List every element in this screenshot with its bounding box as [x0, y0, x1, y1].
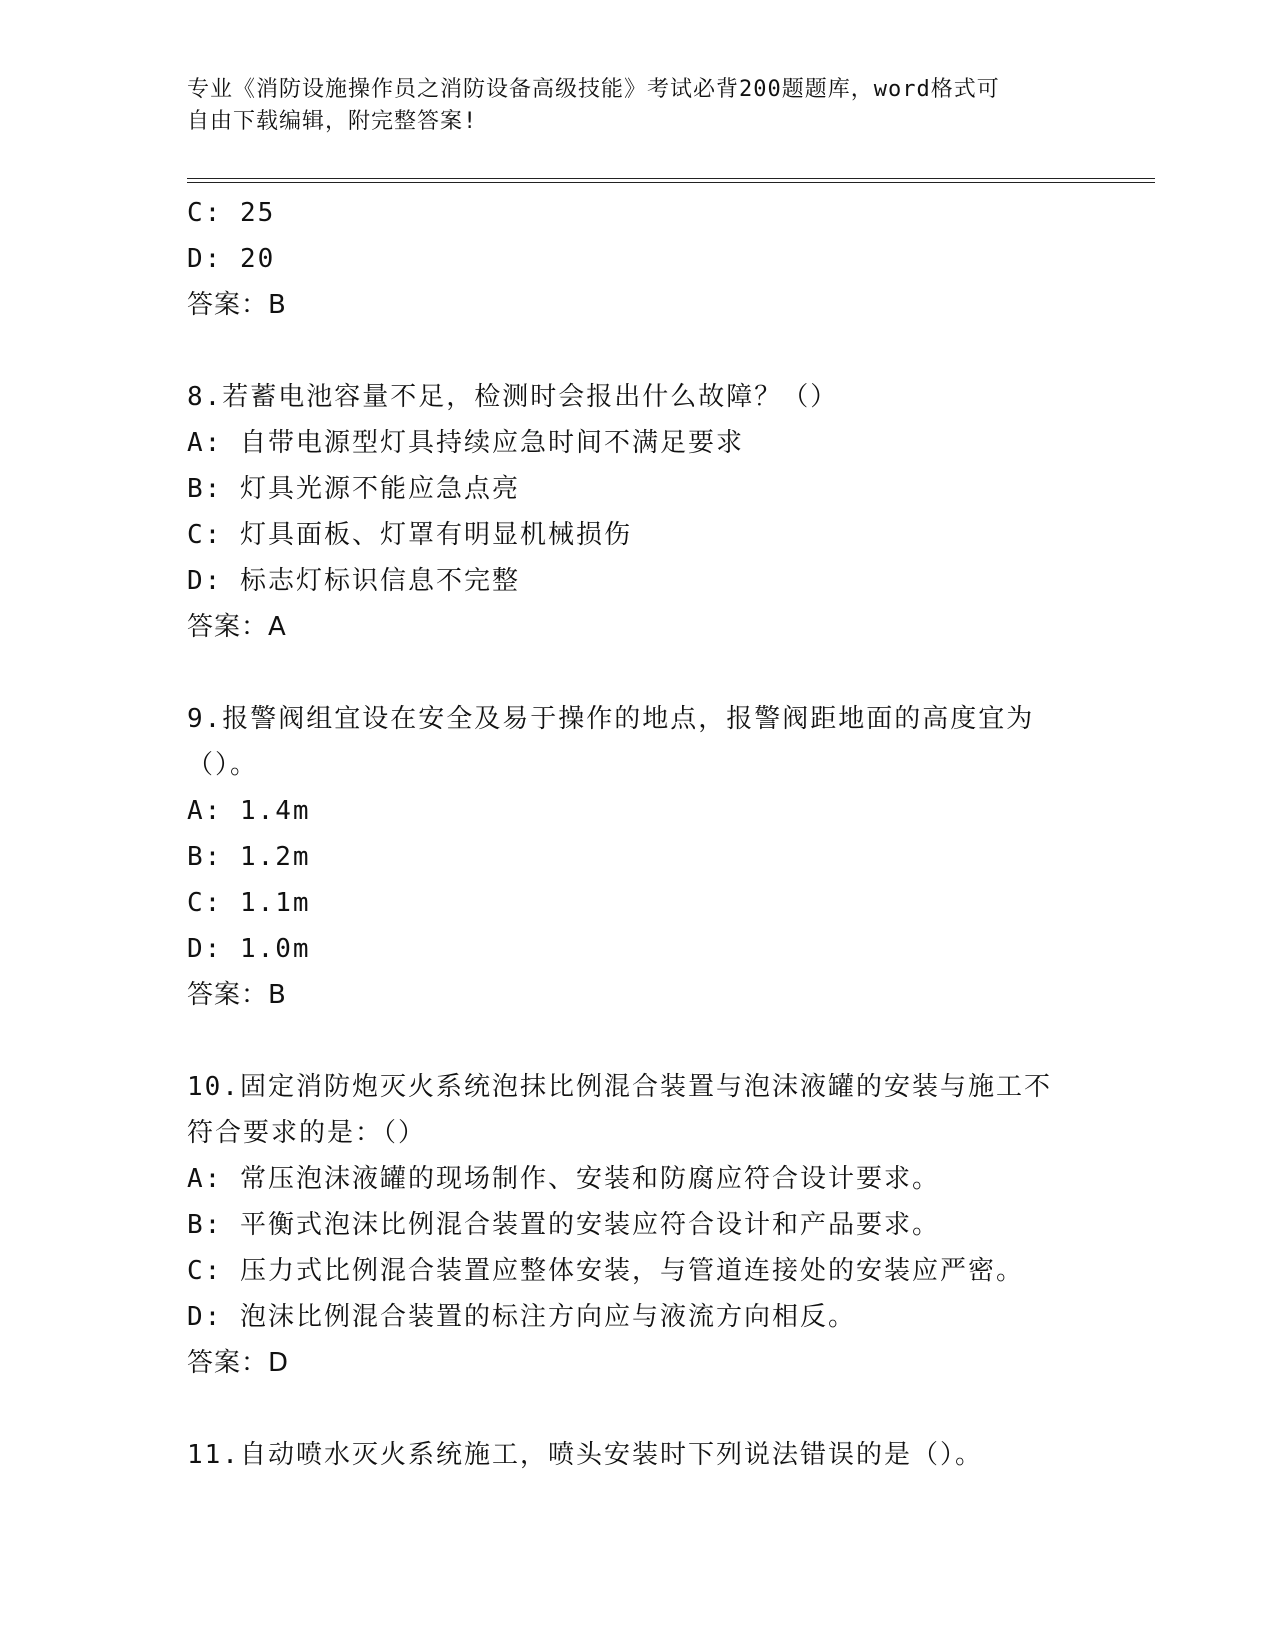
option-b: B: 平衡式泡沫比例混合装置的安装应符合设计和产品要求。 [187, 1210, 940, 1240]
answer-line: 答案：D [187, 1348, 290, 1378]
answer-line: 答案：A [187, 612, 287, 642]
option-a: A: 自带电源型灯具持续应急时间不满足要求 [187, 428, 744, 458]
option-d: D: 1.0m [187, 934, 311, 964]
question-text-line-1: 9.报警阀组宜设在安全及易于操作的地点，报警阀距地面的高度宜为 [187, 704, 1035, 734]
page-header [187, 74, 1087, 138]
option-b: B: 灯具光源不能应急点亮 [187, 474, 520, 504]
question-block-8 [187, 374, 1087, 650]
option-d: D: 20 [187, 244, 276, 274]
question-text-line-2: 符合要求的是：（） [187, 1118, 427, 1148]
question-block-10 [187, 1064, 1087, 1386]
option-c: C: 1.1m [187, 888, 311, 918]
option-d: D: 标志灯标识信息不完整 [187, 566, 520, 596]
option-d: D: 泡沫比例混合装置的标注方向应与液流方向相反。 [187, 1302, 856, 1332]
answer-line: 答案：B [187, 290, 287, 320]
document-body [187, 190, 1087, 1478]
question-text-line-2: （）。 [187, 750, 259, 780]
question-text: 11.自动喷水灭火系统施工，喷头安装时下列说法错误的是（）。 [187, 1440, 983, 1470]
header-divider-top [187, 178, 1155, 179]
answer-line: 答案：B [187, 980, 287, 1010]
option-a: A: 1.4m [187, 796, 311, 826]
header-line-1: 专业《消防设施操作员之消防设备高级技能》考试必背200题题库，word格式可 [187, 77, 1000, 102]
spacer [187, 1018, 1087, 1064]
question-block-11 [187, 1432, 1087, 1478]
question-block-7 [187, 190, 1087, 328]
spacer [187, 650, 1087, 696]
spacer [187, 1386, 1087, 1432]
option-c: C: 压力式比例混合装置应整体安装，与管道连接处的安装应严密。 [187, 1256, 1024, 1286]
option-c: C: 灯具面板、灯罩有明显机械损伤 [187, 520, 632, 550]
option-b: B: 1.2m [187, 842, 311, 872]
question-block-9 [187, 696, 1087, 1018]
option-a: A: 常压泡沫液罐的现场制作、安装和防腐应符合设计要求。 [187, 1164, 940, 1194]
option-c: C: 25 [187, 198, 276, 228]
header-line-2: 自由下载编辑，附完整答案! [187, 109, 478, 134]
question-text: 8.若蓄电池容量不足，检测时会报出什么故障？（） [187, 382, 839, 412]
header-divider-bottom [187, 182, 1155, 183]
question-text-line-1: 10.固定消防炮灭火系统泡抹比例混合装置与泡沫液罐的安装与施工不 [187, 1072, 1052, 1102]
spacer [187, 328, 1087, 374]
